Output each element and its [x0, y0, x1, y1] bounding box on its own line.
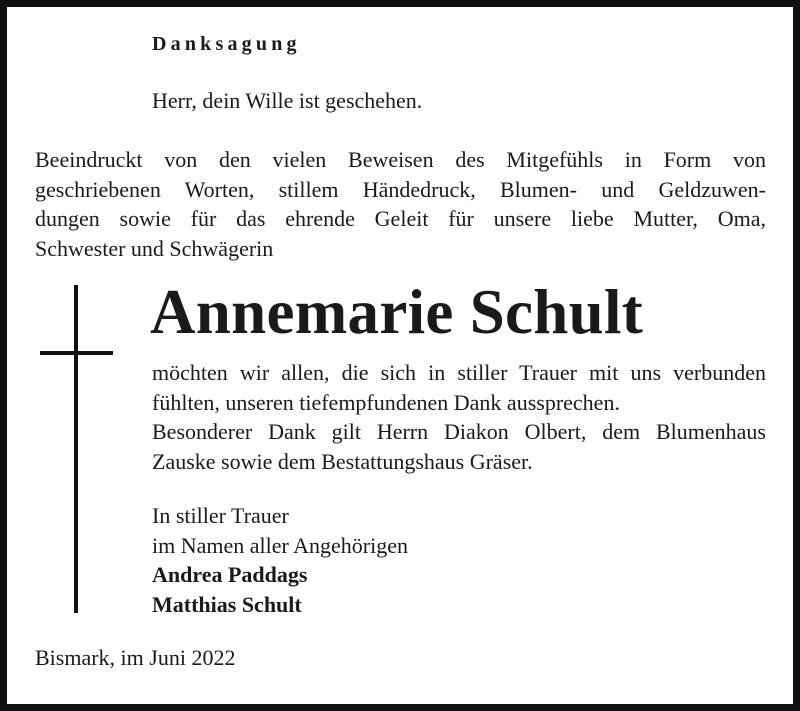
thanks-line: Zauske sowie dem Bestattungshaus Gräser. [152, 448, 533, 474]
thanks-line: fühlten, unseren tiefempfundenen Dank aussprechen. [152, 389, 620, 415]
intro-line: Beeindruckt von den vielen Beweisen des Mitgefühls in Form von [35, 147, 766, 172]
notice-heading: Danksagung [152, 33, 301, 55]
intro-line: Schwester und Schwägerin [35, 235, 274, 261]
signature-name: Matthias Schult [152, 591, 302, 617]
place-date: Bismark, im Juni 2022 [35, 645, 236, 670]
signature-name: Andrea Paddags [152, 562, 308, 587]
intro-paragraph [35, 145, 766, 263]
signature-block [152, 501, 408, 619]
notice-verse: Herr, dein Wille ist geschehen. [152, 88, 423, 113]
cross-horizontal-bar [40, 351, 113, 355]
deceased-name: Annemarie Schult [150, 277, 644, 347]
thanks-line: Besonderer Dank gilt Herrn Diakon Olbert, dem Blumenhaus [152, 419, 766, 444]
cross-vertical-bar [74, 285, 78, 613]
intro-line: dungen sowie für das ehrende Geleit für unsere liebe Mutter, Oma, [35, 206, 766, 231]
thanks-line: möchten wir allen, die sich in stiller Trauer mit uns verbunden [152, 360, 766, 385]
signature-relatives: im Namen aller Angehörigen [152, 532, 408, 558]
signature-mourning: In stiller Trauer [152, 503, 289, 528]
intro-line: geschriebenen Worten, stillem Händedruck, Blumen- und Geldzuwen- [35, 176, 766, 202]
thanks-paragraph [152, 358, 766, 476]
